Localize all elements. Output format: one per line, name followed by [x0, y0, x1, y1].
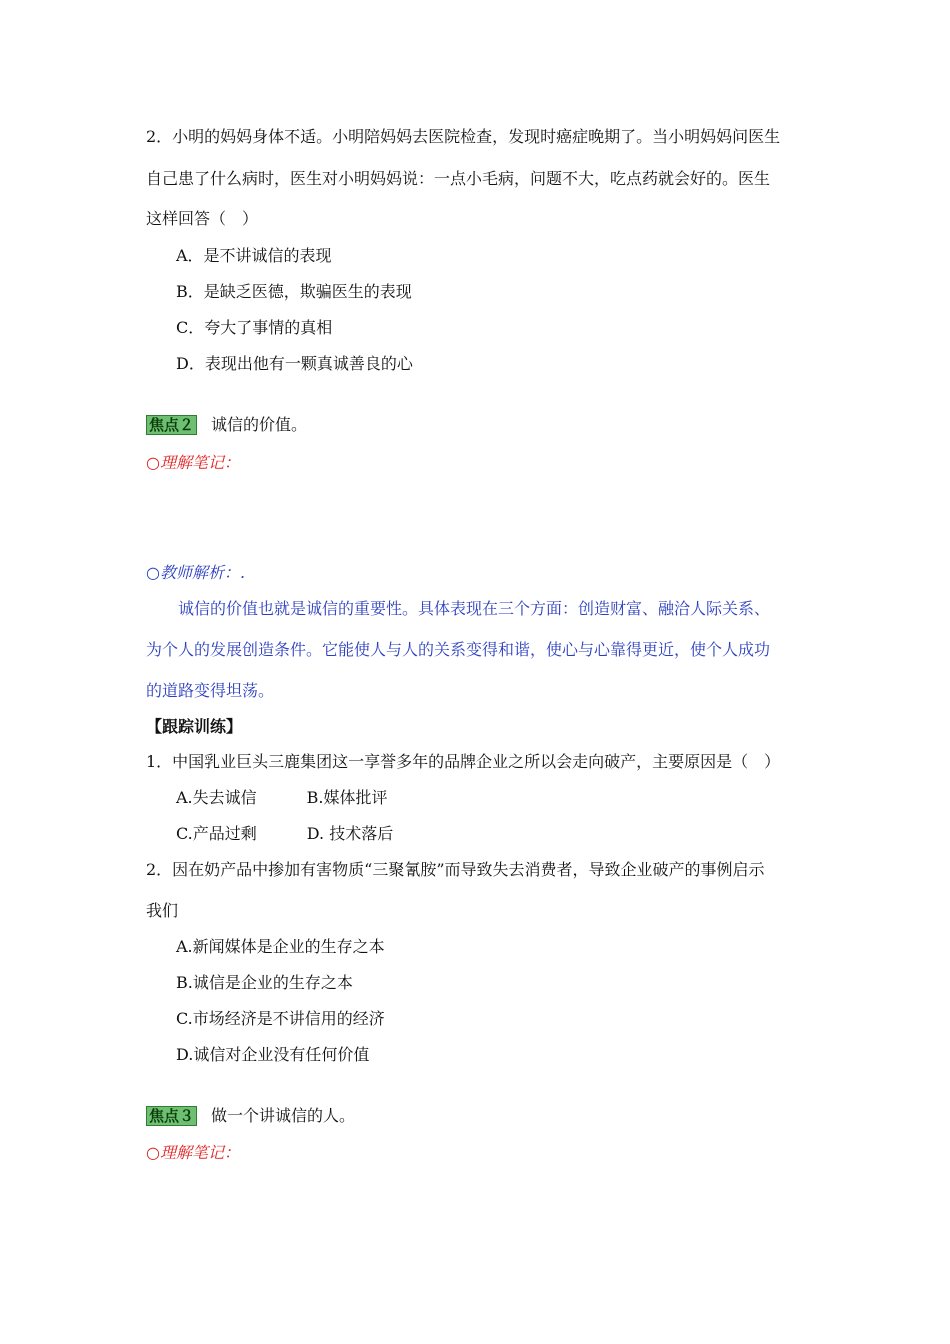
training-q1-stem: 1．中国乳业巨头三鹿集团这一享誉多年的品牌企业之所以会走向破产，主要原因是（ ）: [146, 752, 781, 771]
teacher-analysis-line-1: 诚信的价值也就是诚信的重要性。具体表现在三个方面：创造财富、融洽人际关系、: [178, 599, 771, 618]
training-q1-options-row-2: [176, 823, 393, 845]
focus-2-tag: 焦点２: [146, 415, 197, 435]
question-2-stem-line-3: 这样回答（ ）: [146, 209, 259, 228]
question-2-stem-line-1: 2．小明的妈妈身体不适。小明陪妈妈去医院检查，发现时癌症晚期了。当小明妈妈问医生: [146, 127, 781, 146]
teacher-analysis-line-2: 为个人的发展创造条件。它能使人与人的关系变得和谐，使心与心靠得更近，使个人成功: [146, 640, 771, 659]
focus-2-title: 诚信的价值。: [211, 415, 308, 434]
question-2-option-d: D．表现出他有一颗真诚善良的心: [176, 354, 413, 373]
question-2-stem-line-2: 自己患了什么病时，医生对小明妈妈说：一点小毛病，问题不大，吃点药就会好的。医生: [146, 169, 771, 188]
teacher-analysis-line-3: 的道路变得坦荡。: [146, 681, 275, 700]
question-2-option-c: C．夸大了事情的真相: [176, 318, 333, 337]
focus-2-note-label: ○理解笔记：: [146, 453, 240, 472]
training-q1-options-row-1: [176, 787, 388, 809]
training-q2-option-d: D.诚信对企业没有任何价值: [176, 1045, 370, 1064]
focus-3-title: 做一个讲诚信的人。: [211, 1106, 356, 1125]
training-q2-option-a: A.新闻媒体是企业的生存之本: [176, 937, 385, 956]
training-q1-option-d: D. 技术落后: [306, 824, 394, 843]
training-q1-option-a: A.失去诚信: [176, 788, 257, 807]
training-q2-option-b: B.诚信是企业的生存之本: [176, 973, 353, 992]
teacher-analysis-label: ○教师解析：.: [146, 563, 246, 582]
focus-3-note-label: ○理解笔记：: [146, 1143, 240, 1162]
question-2-option-b: B．是缺乏医德，欺骗医生的表现: [176, 282, 412, 301]
training-q2-stem-line-1: 2．因在奶产品中掺加有害物质“三聚氰胺”而导致失去消费者，导致企业破产的事例启示: [146, 860, 765, 879]
focus-2-heading: [146, 414, 307, 436]
focus-3-tag: 焦点３: [146, 1106, 197, 1126]
tracking-training-heading: 【跟踪训练】: [146, 717, 243, 736]
focus-3-heading: [146, 1105, 355, 1127]
training-q2-option-c: C.市场经济是不讲信用的经济: [176, 1009, 385, 1028]
question-2-option-a: A．是不讲诚信的表现: [176, 246, 332, 265]
training-q2-stem-line-2: 我们: [146, 901, 179, 920]
training-q1-option-b: B.媒体批评: [306, 788, 388, 807]
training-q1-option-c: C.产品过剩: [176, 824, 257, 843]
